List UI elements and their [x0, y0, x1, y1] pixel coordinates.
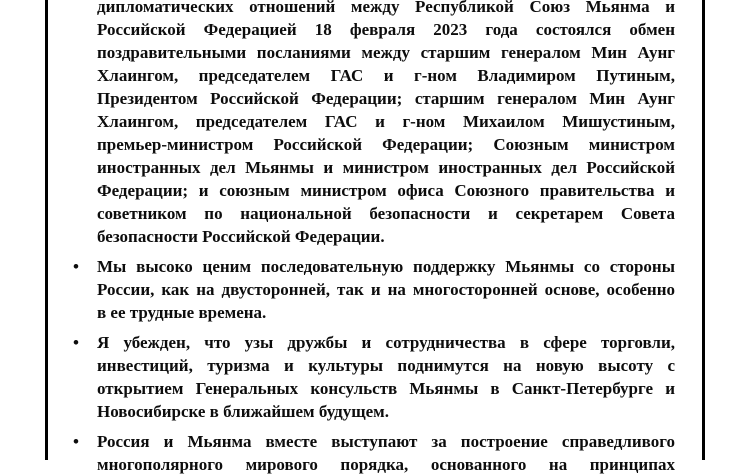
text-line: России, как на двусторонней, так и на многосторонней основе, особенно [97, 280, 675, 299]
text-line: дипломатических отношений между Республикой Союз Мьянма и [97, 0, 675, 16]
text-line: Я убежден, что узы дружбы и сотрудничества в сфере торговли, [97, 333, 675, 352]
text-line: Федерации; и союзным министром офиса Союзного правительства и [97, 181, 675, 200]
bullet-icon: • [73, 257, 79, 276]
text-line: премьер-министром Российской Федерации; Союзным министром [97, 135, 675, 154]
text-line: безопасности Российской Федерации. [97, 227, 385, 246]
text-line: Хлаингом, председателем ГАС и г-ном Михаилом Мишустиным, [97, 112, 675, 131]
text-line: советником по национальной безопасности и секретарем Совета [97, 204, 675, 223]
paragraph-continuation [97, 0, 675, 248]
page-content [73, 0, 675, 476]
text-line: Российской Федерацией 18 февраля 2023 года состоялся обмен [97, 20, 675, 39]
text-line: Новосибирске в ближайшем будущем. [97, 402, 389, 421]
text-line: Мы высоко ценим последовательную поддержку Мьянмы со стороны [97, 257, 675, 276]
page-border-left [45, 0, 48, 460]
text-line: Хлаингом, председателем ГАС и г-ном Владимиром Путиным, [97, 66, 675, 85]
text-line: инвестиций, туризма и культуры поднимутся на новую высоту с [97, 356, 675, 375]
page-border-right [702, 0, 705, 460]
bullet-list-item [73, 255, 675, 324]
bullet-icon: • [73, 432, 79, 451]
bullet-list-item [73, 331, 675, 423]
text-line: поздравительными посланиями между старшим генералом Мин Аунг [97, 43, 675, 62]
bullet-icon: • [73, 333, 79, 352]
text-line: иностранных дел Мьянмы и министром иностранных дел Российской [97, 158, 675, 177]
bullet-list-item [73, 430, 675, 476]
text-line: Россия и Мьянма вместе выступают за построение справедливого [97, 432, 675, 451]
text-line: Президентом Российской Федерации; старшим генералом Мин Аунг [97, 89, 675, 108]
text-line: открытием Генеральных консульств Мьянмы в Санкт-Петербурге и [97, 379, 675, 398]
text-line: в ее трудные времена. [97, 303, 267, 322]
text-line: многополярного мирового порядка, основанного на принципах [97, 455, 675, 474]
